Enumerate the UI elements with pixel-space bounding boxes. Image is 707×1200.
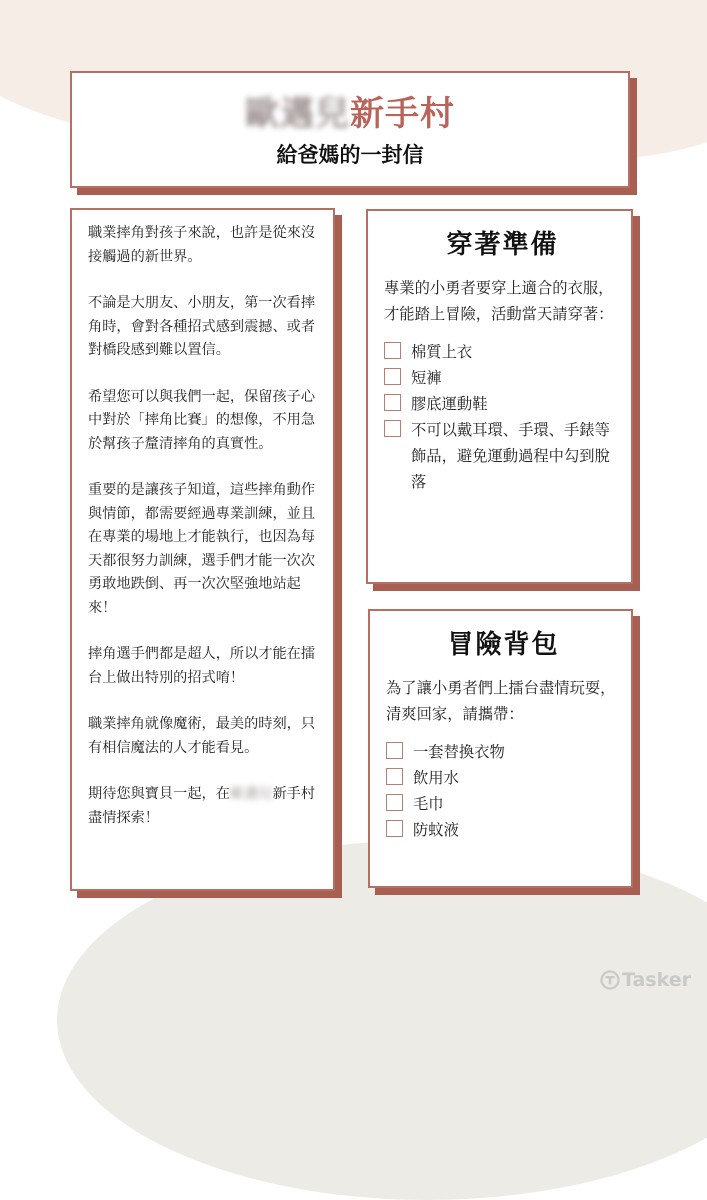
closing-text: 期待您與寶貝一起，在 — [88, 786, 230, 802]
checkbox[interactable] — [386, 768, 403, 785]
checklist-item-label: 毛巾 — [413, 795, 444, 813]
pack-title: 冒險背包 — [447, 630, 560, 660]
page-title-text: 新手村 — [350, 94, 455, 134]
checklist-item-label: 膠底運動鞋 — [411, 395, 488, 413]
brand-name: Tasker — [621, 969, 691, 991]
tasker-watermark — [600, 969, 691, 991]
letter-paragraph: 職業摔角對孩子來說，也許是從來沒接觸過的新世界。 — [88, 225, 316, 265]
checkbox[interactable] — [384, 420, 401, 437]
letter-paragraph: 不論是大朋友、小朋友，第一次看摔角時，會對各種招式感到震撼、或者對橋段感到難以置信。 — [88, 295, 316, 358]
page-title — [72, 94, 628, 134]
blurred-name: 歐邁兒 — [229, 786, 273, 802]
checklist-item — [386, 817, 621, 843]
checkbox[interactable] — [386, 794, 403, 811]
letter-paragraph: 摔角選手們都是超人，所以才能在擂台上做出特別的招式唷！ — [88, 646, 316, 686]
checkbox[interactable] — [386, 742, 403, 759]
checklist-item — [386, 739, 621, 765]
closing-text: 新手村盡情探索！ — [88, 786, 316, 826]
checkbox[interactable] — [384, 368, 401, 385]
checklist-item-label: 飲用水 — [413, 769, 459, 787]
blurred-name: 歐邁兒 — [245, 94, 350, 134]
letter-paragraph: 職業摔角就像魔術，最美的時刻，只有相信魔法的人才能看見。 — [88, 716, 316, 756]
letter-closing — [88, 783, 317, 830]
attire-checklist — [384, 339, 621, 495]
title-card — [70, 71, 630, 188]
checkbox[interactable] — [384, 394, 401, 411]
checklist-item — [384, 417, 621, 495]
checklist-item-label: 不可以戴耳環、手環、手錶等飾品，避免運動過程中勾到脫落 — [411, 421, 610, 491]
checklist-item — [386, 765, 621, 791]
checklist-item-label: 一套替換衣物 — [413, 743, 505, 761]
tasker-logo-icon — [600, 970, 620, 990]
letter-paragraph: 重要的是讓孩子知道，這些摔角動作與情節，都需要經過專業訓練，並且在專業的場地上才能執行，也因為每天都很努力訓練，選手們才能一次次勇敢地跌倒、再一次次堅強地站起來！ — [88, 482, 316, 616]
checkbox[interactable] — [384, 342, 401, 359]
checklist-item-label: 防蚊液 — [413, 821, 459, 839]
page-subtitle: 給爸媽的一封信 — [276, 143, 424, 167]
pack-card — [368, 609, 633, 888]
checklist-item — [384, 365, 621, 391]
checklist-item-label: 棉質上衣 — [411, 343, 473, 361]
checklist-item-label: 短褲 — [411, 369, 442, 387]
checkbox[interactable] — [386, 820, 403, 837]
checklist-item — [386, 791, 621, 817]
background-shape-bottom — [57, 840, 707, 1200]
pack-checklist — [386, 739, 621, 843]
letter-card — [70, 208, 335, 891]
attire-card — [366, 209, 633, 584]
attire-title: 穿著準備 — [446, 230, 559, 260]
checklist-item — [384, 391, 621, 417]
letter-paragraph: 希望您可以與我們一起，保留孩子心中對於「摔角比賽」的想像，不用急於幫孩子釐清摔角的真實性。 — [88, 388, 316, 452]
checklist-item — [384, 339, 621, 365]
pack-intro: 為了讓小勇者們上擂台盡情玩耍，清爽回家，請攜帶： — [386, 679, 616, 723]
attire-intro: 專業的小勇者要穿上適合的衣服，才能踏上冒險，活動當天請穿著： — [384, 279, 614, 323]
